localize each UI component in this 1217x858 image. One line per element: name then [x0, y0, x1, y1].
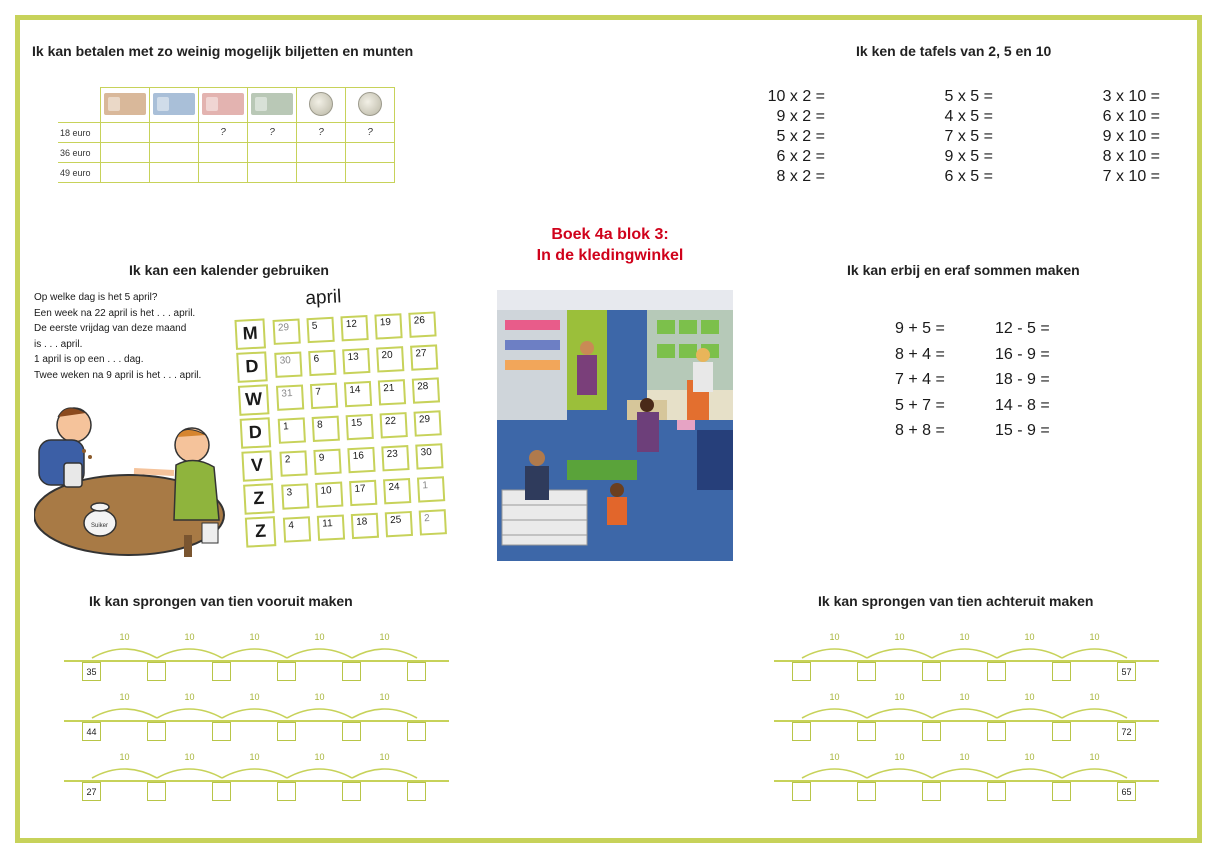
subtraction-sum: 12 - 5 =: [995, 320, 1050, 337]
money-cell-text: ?: [269, 127, 275, 138]
number-box[interactable]: [1117, 662, 1136, 681]
multiplication-item: 6 x 10 =: [1102, 108, 1160, 125]
sums-heading: Ik kan erbij en eraf sommen maken: [847, 262, 1080, 278]
calendar-day-label: D: [236, 351, 268, 383]
calendar-question-line: Op welke dag is het 5 april?: [34, 292, 158, 303]
calendar-date-cell: 24: [383, 478, 411, 504]
jump-label: 10: [1024, 752, 1035, 762]
calendar-date-cell: 22: [380, 412, 408, 438]
jump-label: 10: [314, 752, 325, 762]
euro-coin-icon: [309, 92, 333, 116]
jump-label: 10: [379, 692, 390, 702]
jump-label: 10: [1024, 692, 1035, 702]
jump-arcs: [82, 754, 482, 784]
jump-arc: [92, 649, 157, 658]
jump-arcs: [82, 694, 482, 724]
addition-sum: 5 + 7 =: [895, 396, 945, 414]
jump-label: 10: [829, 632, 840, 642]
subtraction-sum: 15 - 9 =: [995, 422, 1050, 439]
money-answer-cell[interactable]: [297, 143, 346, 163]
forward-heading: Ik kan sprongen van tien vooruit maken: [89, 593, 353, 609]
jump-arc: [802, 649, 867, 658]
calendar-date-cell: 4: [283, 516, 311, 542]
jump-label: 10: [894, 632, 905, 642]
number-box[interactable]: [407, 662, 426, 681]
jump-label: 10: [894, 692, 905, 702]
multiplication-item: 3 x 10 =: [1102, 88, 1160, 105]
number-box[interactable]: [792, 782, 811, 801]
number-box[interactable]: [1052, 782, 1071, 801]
money-row-label: 49 euro: [58, 163, 101, 183]
money-answer-cell[interactable]: [248, 123, 297, 143]
calendar-question-line: is . . . april.: [34, 338, 83, 350]
number-box[interactable]: [82, 722, 101, 741]
addition-sum: 9 + 5 =: [895, 320, 945, 337]
number-box[interactable]: [1117, 722, 1136, 741]
multiplication-item: 5 x 5 =: [944, 88, 993, 105]
number-box[interactable]: [857, 782, 876, 801]
jump-arc: [802, 769, 867, 778]
calendar-heading: Ik kan een kalender gebruiken: [129, 262, 329, 278]
addition-sum: 8 + 4 =: [895, 345, 945, 363]
tables-column-5: [923, 87, 993, 187]
jump-label: 10: [829, 692, 840, 702]
calendar-day-label: V: [241, 450, 273, 482]
calendar-question-line: 1 april is op een . . . dag.: [34, 354, 144, 365]
money-answer-cell[interactable]: [150, 143, 199, 163]
money-answer-cell[interactable]: [346, 123, 395, 143]
calendar-date-cell: 11: [317, 515, 345, 541]
jump-arc: [997, 709, 1062, 718]
jump-label: 10: [314, 692, 325, 702]
number-box[interactable]: [147, 662, 166, 681]
number-box[interactable]: [987, 782, 1006, 801]
money-denomination-cell: [101, 88, 150, 123]
money-answer-cell[interactable]: [199, 143, 248, 163]
sums-addition-column: [895, 316, 945, 444]
jump-arc: [867, 769, 932, 778]
jump-arc: [222, 709, 287, 718]
five-euro-bill-icon: [104, 93, 146, 115]
jump-arcs: [792, 694, 1192, 724]
number-box[interactable]: [147, 782, 166, 801]
multiplication-item: 6 x 5 =: [944, 168, 993, 185]
jump-arc: [867, 649, 932, 658]
money-answer-cell[interactable]: [346, 163, 395, 183]
subtraction-sum: 14 - 8 =: [995, 396, 1050, 414]
jump-arc: [287, 649, 352, 658]
jump-arc: [1062, 769, 1127, 778]
number-box[interactable]: [277, 782, 296, 801]
money-row: [58, 163, 395, 183]
calendar-question-line: De eerste vrijdag van deze maand: [34, 323, 187, 334]
money-denomination-cell: [199, 88, 248, 123]
page-title: [500, 224, 720, 266]
multiplication-item: 4 x 5 =: [944, 108, 993, 125]
jump-arcs: [82, 634, 482, 664]
sugar-label: Suiker: [91, 523, 109, 529]
jump-arcs: [792, 754, 1192, 784]
jump-label: 10: [184, 692, 195, 702]
calendar-date-cell: 3: [281, 483, 309, 509]
money-answer-cell[interactable]: [150, 123, 199, 143]
jump-label: 10: [249, 632, 260, 642]
money-cell-text: ?: [318, 127, 324, 138]
jump-label: 10: [959, 692, 970, 702]
jump-arc: [1062, 649, 1127, 658]
jump-arc: [287, 769, 352, 778]
jump-label: 10: [1024, 632, 1035, 642]
calendar-date-cell: 19: [374, 313, 402, 339]
number-box[interactable]: [277, 722, 296, 741]
calendar-day-label: W: [238, 384, 270, 416]
number-box[interactable]: [1052, 722, 1071, 741]
jump-label: 10: [379, 632, 390, 642]
jump-arcs: [792, 634, 1192, 664]
jump-label: 10: [249, 692, 260, 702]
money-row: [58, 123, 395, 143]
jump-arc: [997, 769, 1062, 778]
calendar-date-cell: 26: [408, 311, 436, 337]
calendar-date-cell: 1: [417, 476, 445, 502]
money-denomination-cell: [297, 88, 346, 123]
number-box[interactable]: [342, 662, 361, 681]
calendar-question-line: Een week na 22 april is het . . . april.: [34, 307, 196, 319]
number-box-value: 72: [1121, 726, 1132, 737]
calendar-day-label: M: [234, 318, 266, 350]
number-box-value: 27: [86, 786, 97, 797]
jump-arc: [157, 649, 222, 658]
calendar-date-cell: 23: [381, 445, 409, 471]
jump-arc: [867, 709, 932, 718]
multiplication-item: 5 x 2 =: [776, 128, 825, 145]
money-denomination-cell: [150, 88, 199, 123]
jump-arc: [352, 649, 417, 658]
number-box[interactable]: [792, 722, 811, 741]
calendar-date-cell: 2: [419, 509, 447, 535]
calendar-date-cell: 30: [274, 352, 302, 378]
calendar-date-cell: 9: [313, 449, 341, 475]
calendar-date-cell: 21: [378, 379, 406, 405]
number-box[interactable]: [342, 782, 361, 801]
addition-sum: 8 + 8 =: [895, 422, 945, 439]
money-answer-cell[interactable]: [199, 163, 248, 183]
number-box-value: 35: [86, 666, 97, 677]
money-cell-text: ?: [220, 127, 226, 138]
jump-label: 10: [1089, 752, 1100, 762]
calendar-day-label: Z: [243, 483, 275, 515]
jump-arc: [157, 769, 222, 778]
calendar-date-cell: 2: [279, 450, 307, 476]
calendar-date-cell: 13: [342, 348, 370, 374]
number-box[interactable]: [212, 782, 231, 801]
jump-arc: [932, 769, 997, 778]
money-denomination-cell: [248, 88, 297, 123]
calendar-date-cell: 12: [340, 315, 368, 341]
calendar-questions: [34, 290, 201, 383]
calendar-date-cell: 25: [385, 511, 413, 537]
multiplication-item: 10 x 2 =: [767, 88, 825, 105]
number-box[interactable]: [147, 722, 166, 741]
number-box[interactable]: [407, 722, 426, 741]
jump-arc: [287, 709, 352, 718]
number-box-value: 65: [1121, 786, 1132, 797]
jump-arc: [92, 709, 157, 718]
number-box[interactable]: [277, 662, 296, 681]
jump-arc: [997, 649, 1062, 658]
calendar-date-cell: 5: [306, 317, 334, 343]
number-box-value: 57: [1121, 666, 1132, 677]
number-box[interactable]: [857, 722, 876, 741]
calendar-date-cell: 30: [415, 443, 443, 469]
jump-label: 10: [184, 752, 195, 762]
twenty-euro-bill-icon: [153, 93, 195, 115]
calendar-date-cell: 28: [412, 377, 440, 403]
jump-arc: [1062, 709, 1127, 718]
money-row: [58, 143, 395, 163]
clothing-store-illustration: [497, 290, 733, 561]
calendar-date-cell: 7: [310, 383, 338, 409]
calendar-day-label: Z: [245, 516, 277, 548]
number-box-value: 44: [86, 726, 97, 737]
calendar-date-cell: 14: [344, 381, 372, 407]
calendar-date-cell: 15: [346, 414, 374, 440]
number-box[interactable]: [82, 662, 101, 681]
jump-arc: [222, 769, 287, 778]
jump-label: 10: [959, 752, 970, 762]
money-answer-cell[interactable]: [346, 143, 395, 163]
number-box[interactable]: [1052, 662, 1071, 681]
calendar-date-cell: 31: [276, 384, 304, 410]
multiplication-item: 8 x 2 =: [776, 168, 825, 185]
number-box[interactable]: [1117, 782, 1136, 801]
number-box[interactable]: [922, 662, 941, 681]
calendar-date-cell: 27: [410, 344, 438, 370]
multiplication-item: 7 x 5 =: [944, 128, 993, 145]
money-header-row: [58, 88, 395, 123]
money-table: [58, 87, 395, 183]
number-box[interactable]: [407, 782, 426, 801]
calendar-date-cell: 17: [349, 480, 377, 506]
money-answer-cell[interactable]: [297, 123, 346, 143]
jump-label: 10: [379, 752, 390, 762]
ten-euro-bill-icon: [202, 93, 244, 115]
money-cell-text: ?: [367, 127, 373, 138]
tables-column-2: [755, 87, 825, 187]
jump-label: 10: [119, 632, 130, 642]
jump-arc: [802, 709, 867, 718]
number-box[interactable]: [342, 722, 361, 741]
money-table-wrap: [58, 87, 395, 183]
number-box[interactable]: [82, 782, 101, 801]
backward-heading: Ik kan sprongen van tien achteruit maken: [818, 593, 1094, 609]
money-answer-cell[interactable]: [248, 143, 297, 163]
number-box[interactable]: [792, 662, 811, 681]
calendar-date-cell: 1: [278, 417, 306, 443]
calendar-date-cell: 8: [312, 416, 340, 442]
jump-arc: [222, 649, 287, 658]
money-answer-cell[interactable]: [297, 163, 346, 183]
money-answer-cell[interactable]: [150, 163, 199, 183]
number-box[interactable]: [987, 722, 1006, 741]
sums-subtraction-column: [995, 316, 1050, 444]
number-box[interactable]: [212, 722, 231, 741]
jump-arc: [92, 769, 157, 778]
number-box[interactable]: [987, 662, 1006, 681]
calendar-date-cell: 16: [347, 447, 375, 473]
jump-label: 10: [314, 632, 325, 642]
money-heading: Ik kan betalen met zo weinig mogelijk biljetten en munten: [32, 43, 414, 59]
number-box[interactable]: [922, 782, 941, 801]
jump-arc: [352, 709, 417, 718]
tables-heading: Ik ken de tafels van 2, 5 en 10: [856, 43, 1052, 59]
money-answer-cell[interactable]: [199, 123, 248, 143]
jump-arc: [932, 649, 997, 658]
multiplication-item: 6 x 2 =: [776, 148, 825, 165]
calendar-month: april: [304, 286, 342, 310]
jump-label: 10: [959, 632, 970, 642]
multiplication-item: 9 x 10 =: [1102, 128, 1160, 145]
multiplication-item: 7 x 10 =: [1102, 168, 1160, 185]
money-answer-cell[interactable]: [101, 163, 150, 183]
money-row-label: 18 euro: [58, 123, 101, 143]
addition-sum: 7 + 4 =: [895, 371, 945, 388]
multiplication-item: 8 x 10 =: [1102, 148, 1160, 165]
cartoon-illustration: [34, 395, 229, 557]
calendar-date-cell: 6: [308, 350, 336, 376]
calendar-date-cell: 29: [273, 319, 301, 345]
jump-label: 10: [1089, 632, 1100, 642]
jump-label: 10: [829, 752, 840, 762]
multiplication-item: 9 x 2 =: [776, 108, 825, 125]
calendar-date-cell: 29: [414, 410, 442, 436]
calendar: [233, 281, 454, 549]
subtraction-sum: 18 - 9 =: [995, 371, 1050, 388]
multiplication-item: 9 x 5 =: [944, 148, 993, 165]
jump-label: 10: [119, 692, 130, 702]
jump-label: 10: [119, 752, 130, 762]
number-box[interactable]: [857, 662, 876, 681]
euro-coin-icon: [358, 92, 382, 116]
jump-label: 10: [1089, 692, 1100, 702]
money-answer-cell[interactable]: [101, 143, 150, 163]
calendar-question-line: Twee weken na 9 april is het . . . april.: [34, 369, 202, 381]
money-answer-cell[interactable]: [101, 123, 150, 143]
jump-arc: [352, 769, 417, 778]
calendar-date-cell: 18: [351, 513, 379, 539]
title-line-2: In de kledingwinkel: [536, 247, 684, 264]
jump-label: 10: [249, 752, 260, 762]
money-row-label: 36 euro: [58, 143, 101, 163]
tables-column-10: [1080, 87, 1160, 187]
jump-arc: [932, 709, 997, 718]
number-box[interactable]: [212, 662, 231, 681]
jump-arc: [157, 709, 222, 718]
calendar-day-label: D: [240, 417, 272, 449]
jump-label: 10: [894, 752, 905, 762]
money-denomination-cell: [346, 88, 395, 123]
title-line-1: Boek 4a blok 3:: [551, 226, 669, 243]
money-answer-cell[interactable]: [248, 163, 297, 183]
subtraction-sum: 16 - 9 =: [995, 345, 1050, 363]
money-corner: [58, 88, 101, 123]
jump-label: 10: [184, 632, 195, 642]
number-box[interactable]: [922, 722, 941, 741]
five-euro-bill-icon: [251, 93, 293, 115]
calendar-date-cell: 10: [315, 482, 343, 508]
calendar-date-cell: 20: [376, 346, 404, 372]
